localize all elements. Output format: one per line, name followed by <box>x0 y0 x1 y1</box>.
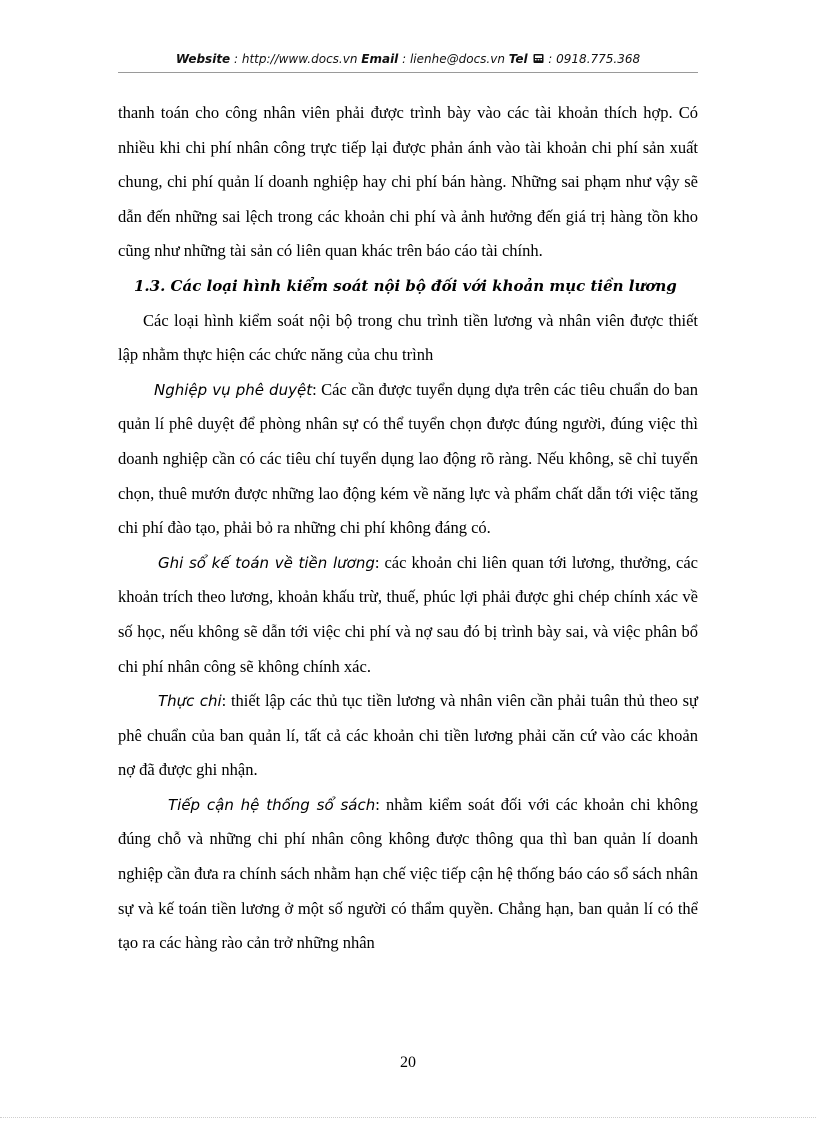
body-text <box>118 96 698 961</box>
phone-icon <box>533 53 544 64</box>
email-label: Email <box>361 52 399 66</box>
tel-value: : 0918.775.368 <box>544 52 641 66</box>
header-divider <box>118 72 698 73</box>
paragraph-bookkeeping <box>118 546 698 684</box>
paragraph-controls-intro: Các loại hình kiểm soát nội bộ trong chu trình tiền lương và nhân viên được thiết lập nhằm thực hiện các chức năng của chu trình <box>118 310 698 365</box>
paragraph-records-access <box>118 788 698 961</box>
term-bookkeeping: Ghi sổ kế toán về tiền lương <box>158 553 375 572</box>
page-number: 20 <box>400 1054 416 1071</box>
paragraph-payment <box>118 684 698 788</box>
text-bookkeeping: : các khoản chi liên quan tới lương, thưởng, các khoản trích theo lương, khoản khấu trừ, thuế, phúc lợi phải được ghi chép chính xác về số học, nếu không sẽ dẫn tới việc chi phí và nợ sau đó bị trình bày sai, và việc phân bổ chi phí nhân công sẽ không chính xác. <box>118 552 698 676</box>
text-records-access: : nhằm kiểm soát đối với các khoản chi không đúng chỗ và những chi phí nhân công không được thông qua thì ban quản lí doanh nghiệp cần đưa ra chính sách nhằm hạn chế việc tiếp cận hệ thống báo cáo sổ sách nhân sự và kế toán tiền lương ở một số người có thẩm quyền. Chẳng hạn, ban quản lí có thể tạo ra các hàng rào cản trở những nhân <box>118 794 698 953</box>
term-payment: Thực chi <box>158 692 222 711</box>
website-value: : http://www.docs.vn <box>230 52 362 66</box>
term-records-access: Tiếp cận hệ thống sổ sách <box>168 795 376 814</box>
text-approval: : Các cần được tuyển dụng dựa trên các tiêu chuẩn do ban quản lí phê duyệt để phòng nhân sự có thể tuyển chọn được đúng người, đúng việc thì doanh nghiệp cần có các tiêu chí tuyển dụng lao động rõ ràng. Nếu không, sẽ chỉ tuyển chọn, thuê mướn được những lao động kém về năng lực và phẩm chất dẫn tới việc tăng chi phí đào tạo, phải bỏ ra những chi phí không đáng có. <box>118 379 698 538</box>
page-header <box>118 52 698 72</box>
tel-label: Tel <box>508 52 528 66</box>
website-label: Website <box>175 52 231 66</box>
page-bottom-border <box>0 1117 816 1118</box>
term-approval: Nghiệp vụ phê duyệt <box>154 380 313 399</box>
paragraph-intro: thanh toán cho công nhân viên phải được trình bày vào các tài khoản thích hợp. Có nhiều khi chi phí nhân công trực tiếp lại được phản ánh vào tài khoản chi phí sản xuất chung, chi phí quản lí doanh nghiệp hay chi phí bán hàng. Những sai phạm như vậy sẽ dẫn đến những sai lệch trong các khoản chi phí và ảnh hưởng đến giá trị hàng tồn kho cũng như những tài sản có liên quan khác trên báo cáo tài chính. <box>118 103 698 261</box>
email-value: : lienhe@docs.vn <box>398 52 509 66</box>
text-payment: : thiết lập các thủ tục tiền lương và nhân viên cần phải tuân thủ theo sự phê chuẩn của ban quản lí, tất cả các khoản chi tiền lương phải căn cứ vào các khoản nợ đã được ghi nhận. <box>118 691 698 780</box>
section-heading: 1.3. Các loại hình kiểm soát nội bộ đối với khoản mục tiền lương <box>134 276 677 295</box>
paragraph-approval <box>118 373 698 546</box>
